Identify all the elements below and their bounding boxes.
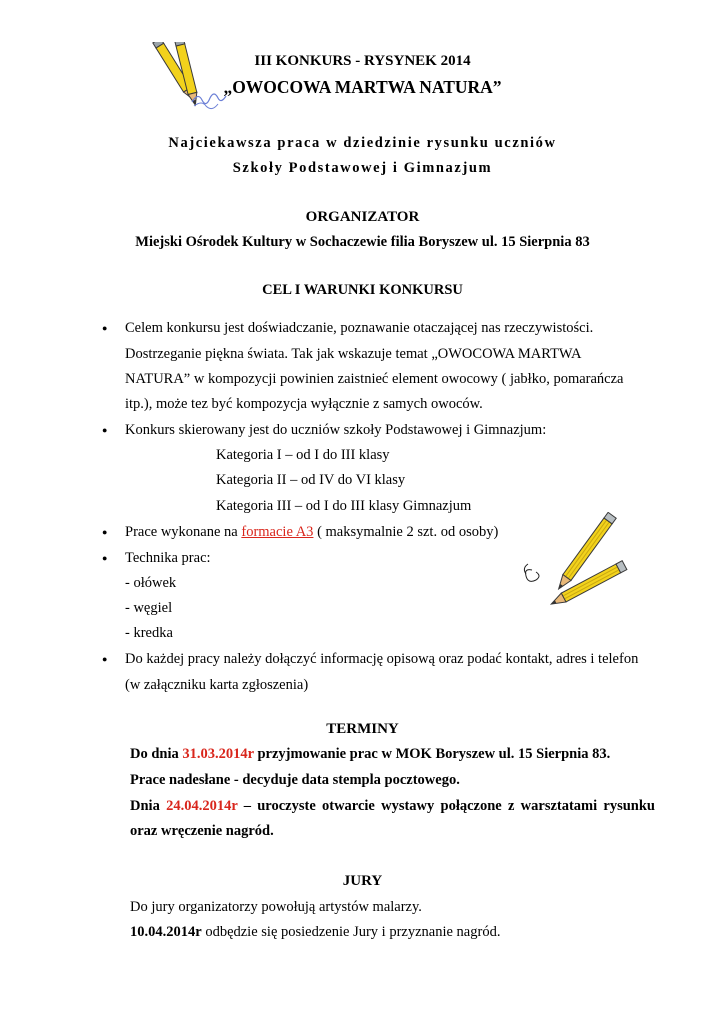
- organizer-heading: ORGANIZATOR: [305, 209, 420, 225]
- bullet-4: ●: [102, 553, 108, 563]
- format-prefix: Prace wykonane na: [125, 524, 242, 540]
- jury-date: 10.04.2014r: [130, 924, 202, 940]
- bullet-2: ●: [102, 425, 108, 435]
- subtitle-line-1: Najciekawsza praca w dziedzinie rysunku uczniów: [168, 135, 557, 151]
- subtitle-line-2: Szkoły Podstawowej i Gimnazjum: [232, 160, 493, 176]
- goals-heading: CEL I WARUNKI KONKURSU: [262, 282, 463, 298]
- jury-line-2: [130, 923, 500, 941]
- format-line: [125, 523, 498, 541]
- goal-line-3: NATURA” w kompozycji powinien zaistnieć element owocowy ( jabłko, pomarańcza: [125, 371, 624, 387]
- opening-date: 24.04.2014r: [166, 798, 238, 814]
- technique-crayon: - kredka: [125, 625, 173, 641]
- jury-text: odbędzie się posiedzenie Jury i przyznanie nagród.: [201, 924, 501, 940]
- goal-line-1: Celem konkursu jest doświadczanie, poznawanie otaczającej nas rzeczywistości.: [125, 320, 594, 336]
- opening-line: [130, 797, 655, 815]
- audience-text: Konkurs skierowany jest do uczniów szkoły Podstawowej i Gimnazjum:: [125, 422, 547, 438]
- opening-prefix: Dnia: [130, 798, 167, 814]
- awards-line: oraz wręczenie nagród.: [130, 823, 274, 839]
- deadline-date: 31.03.2014r: [182, 746, 254, 762]
- goal-line-2: Dostrzeganie piękna świata. Tak jak wskazuje temat „OWOCOWA MARTWA: [125, 346, 582, 362]
- deadline-prefix: Do dnia: [130, 746, 183, 762]
- format-a3-link[interactable]: formacie A3: [241, 524, 314, 540]
- deadline-line: [130, 745, 610, 763]
- technique-heading: Technika prac:: [125, 550, 211, 566]
- contest-theme: „OWOCOWA MARTWA NATURA”: [223, 77, 502, 97]
- technique-charcoal: - węgiel: [125, 600, 173, 616]
- contest-title: III KONKURS - RYSYNEK 2014: [254, 53, 471, 69]
- jury-heading: JURY: [342, 873, 383, 889]
- bullet-3: ●: [102, 527, 108, 537]
- format-suffix: ( maksymalnie 2 szt. od osoby): [313, 524, 499, 540]
- jury-line-1: Do jury organizatorzy powołują artystów malarzy.: [130, 899, 422, 915]
- deadline-text: przyjmowanie prac w MOK Boryszew ul. 15 Sierpnia 83.: [253, 746, 611, 762]
- pencils-right-icon: [518, 512, 628, 616]
- bullet-5: ●: [102, 654, 108, 664]
- postmark-line: Prace nadesłane - decyduje data stempla pocztowego.: [130, 772, 460, 788]
- category-2: Kategoria II – od IV do VI klasy: [216, 472, 406, 488]
- bullet-1: ●: [102, 323, 108, 333]
- opening-text: – uroczyste otwarcie wystawy połączone z warsztatami rysunku: [237, 798, 655, 814]
- terms-heading: TERMINY: [326, 721, 399, 737]
- category-1: Kategoria I – od I do III klasy: [216, 447, 390, 463]
- attachment-line-1: Do każdej pracy należy dołączyć informację opisową oraz podać kontakt, adres i telefon: [125, 651, 639, 667]
- organizer-text: Miejski Ośrodek Kultury w Sochaczewie filia Boryszew ul. 15 Sierpnia 83: [135, 234, 590, 250]
- category-3: Kategoria III – od I do III klasy Gimnazjum: [216, 498, 472, 514]
- technique-pencil: - ołówek: [125, 575, 177, 591]
- goal-line-4: itp.), może tez być kompozycja wyłącznie z samych owoców.: [125, 396, 483, 412]
- attachment-line-2: (w załączniku karta zgłoszenia): [125, 677, 309, 693]
